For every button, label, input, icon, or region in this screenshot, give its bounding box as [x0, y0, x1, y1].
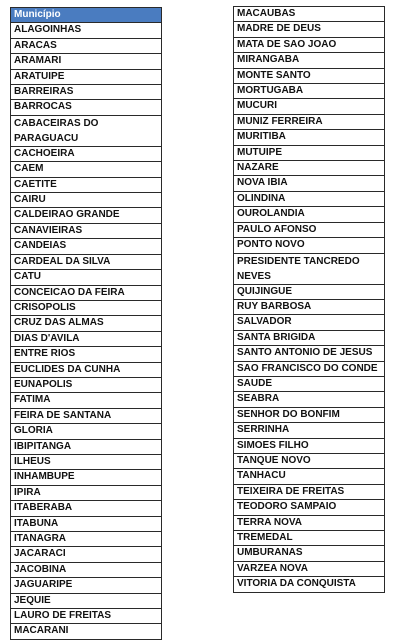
table-row	[234, 376, 385, 391]
municipality-cell: SANTO ANTONIO DE JESUS	[234, 346, 385, 361]
right-table-body	[234, 7, 385, 593]
municipality-cell: CANAVIEIRAS	[11, 223, 162, 238]
table-row	[234, 84, 385, 99]
table-row	[11, 38, 162, 53]
municipality-cell: SENHOR DO BONFIM	[234, 407, 385, 422]
municipality-cell: TREMEDAL	[234, 531, 385, 546]
municipality-cell: MUCURI	[234, 99, 385, 114]
municipality-cell: MADRE DE DEUS	[234, 22, 385, 37]
table-row	[11, 208, 162, 223]
municipality-cell: SAO FRANCISCO DO CONDE	[234, 361, 385, 376]
table-row	[11, 393, 162, 408]
table-row	[11, 562, 162, 577]
table-row	[234, 453, 385, 468]
table-row	[234, 37, 385, 52]
table-row	[11, 254, 162, 269]
municipality-cell: TEIXEIRA DE FREITAS	[234, 484, 385, 499]
municipality-cell: BARROCAS	[11, 100, 162, 115]
municipality-cell: OLINDINA	[234, 191, 385, 206]
table-row	[234, 207, 385, 222]
municipality-cell: SAUDE	[234, 376, 385, 391]
table-row	[11, 532, 162, 547]
municipality-cell: LAURO DE FREITAS	[11, 609, 162, 624]
municipality-cell: MORTUGABA	[234, 84, 385, 99]
municipality-cell: ITANAGRA	[11, 532, 162, 547]
table-row	[11, 424, 162, 439]
municipality-cell: ARACAS	[11, 38, 162, 53]
table-row	[11, 547, 162, 562]
municipality-cell: CACHOEIRA	[11, 146, 162, 161]
municipality-cell: BARREIRAS	[11, 85, 162, 100]
table-row	[234, 299, 385, 314]
municipality-cell: NAZARE	[234, 161, 385, 176]
municipality-cell: RUY BARBOSA	[234, 299, 385, 314]
table-row	[11, 23, 162, 38]
table-row	[234, 361, 385, 376]
table-row	[234, 68, 385, 83]
municipality-cell: NOVA IBIA	[234, 176, 385, 191]
table-row	[234, 561, 385, 576]
municipality-cell: PONTO NOVO	[234, 238, 385, 253]
municipality-cell: ENTRE RIOS	[11, 347, 162, 362]
municipality-cell: TANQUE NOVO	[234, 453, 385, 468]
table-row	[11, 316, 162, 331]
municipality-cell: IBIPITANGA	[11, 439, 162, 454]
municipality-cell: TEODORO SAMPAIO	[234, 500, 385, 515]
table-row	[234, 284, 385, 299]
table-row	[234, 438, 385, 453]
table-row	[234, 423, 385, 438]
municipality-table-right	[233, 6, 385, 593]
header-row	[11, 8, 162, 23]
table-row	[11, 85, 162, 100]
table-row	[11, 439, 162, 454]
municipality-cell: OUROLANDIA	[234, 207, 385, 222]
table-row	[11, 485, 162, 500]
table-row	[234, 330, 385, 345]
municipality-cell: SALVADOR	[234, 315, 385, 330]
table-row	[11, 239, 162, 254]
table-row	[234, 392, 385, 407]
municipality-cell: QUIJINGUE	[234, 284, 385, 299]
municipality-cell: MIRANGABA	[234, 53, 385, 68]
table-row	[11, 609, 162, 624]
municipality-cell: MONTE SANTO	[234, 68, 385, 83]
table-row	[234, 484, 385, 499]
table-row	[234, 346, 385, 361]
table-row	[11, 54, 162, 69]
municipality-cell: CALDEIRAO GRANDE	[11, 208, 162, 223]
municipality-cell: SIMOES FILHO	[234, 438, 385, 453]
municipality-cell: CABACEIRAS DO PARAGUACU	[11, 115, 162, 146]
table-row	[234, 99, 385, 114]
municipality-cell: VITORIA DA CONQUISTA	[234, 577, 385, 592]
table-row	[11, 193, 162, 208]
table-row	[234, 531, 385, 546]
table-row	[234, 238, 385, 253]
table-row	[11, 285, 162, 300]
table-row	[234, 515, 385, 530]
table-row	[11, 377, 162, 392]
municipality-cell: CATU	[11, 270, 162, 285]
municipality-cell: ARAMARI	[11, 54, 162, 69]
municipality-cell: SERRINHA	[234, 423, 385, 438]
table-row	[11, 578, 162, 593]
table-row	[234, 114, 385, 129]
municipality-cell: MACARANI	[11, 624, 162, 639]
municipality-cell: INHAMBUPE	[11, 470, 162, 485]
municipality-cell: ARATUIPE	[11, 69, 162, 84]
table-row	[234, 7, 385, 22]
municipality-cell: CAETITE	[11, 177, 162, 192]
table-row	[234, 253, 385, 284]
municipality-cell: MUNIZ FERREIRA	[234, 114, 385, 129]
table-row	[234, 546, 385, 561]
table-row	[234, 577, 385, 592]
table-row	[11, 362, 162, 377]
table-row	[11, 270, 162, 285]
municipality-cell: ITABUNA	[11, 516, 162, 531]
municipality-cell: JACARACI	[11, 547, 162, 562]
table-row	[234, 53, 385, 68]
table-row	[11, 331, 162, 346]
table-row	[11, 146, 162, 161]
left-table-body	[11, 23, 162, 639]
table-row	[11, 593, 162, 608]
municipality-cell: MURITIBA	[234, 130, 385, 145]
table-row	[234, 191, 385, 206]
municipality-cell: SEABRA	[234, 392, 385, 407]
municipality-cell: CARDEAL DA SILVA	[11, 254, 162, 269]
municipality-cell: EUCLIDES DA CUNHA	[11, 362, 162, 377]
municipality-cell: CAEM	[11, 162, 162, 177]
municipality-cell: PAULO AFONSO	[234, 222, 385, 237]
table-row	[234, 22, 385, 37]
municipality-cell: CANDEIAS	[11, 239, 162, 254]
municipality-cell: ITABERABA	[11, 501, 162, 516]
table-row	[11, 115, 162, 146]
table-row	[11, 300, 162, 315]
municipality-cell: UMBURANAS	[234, 546, 385, 561]
municipality-cell: DIAS D'AVILA	[11, 331, 162, 346]
municipality-cell: MACAUBAS	[234, 7, 385, 22]
municipality-cell: JAGUARIPE	[11, 578, 162, 593]
table-row	[11, 223, 162, 238]
municipality-cell: FEIRA DE SANTANA	[11, 408, 162, 423]
municipality-cell: ALAGOINHAS	[11, 23, 162, 38]
municipality-cell: GLORIA	[11, 424, 162, 439]
table-row	[11, 624, 162, 639]
table-row	[11, 408, 162, 423]
municipality-cell: JACOBINA	[11, 562, 162, 577]
table-row	[234, 130, 385, 145]
table-row	[11, 516, 162, 531]
municipality-cell: CRISOPOLIS	[11, 300, 162, 315]
municipality-table-left	[10, 7, 162, 640]
table-row	[234, 500, 385, 515]
municipality-cell: VARZEA NOVA	[234, 561, 385, 576]
table-row	[11, 177, 162, 192]
table-row	[11, 347, 162, 362]
municipality-cell: CRUZ DAS ALMAS	[11, 316, 162, 331]
municipality-cell: JEQUIE	[11, 593, 162, 608]
table-row	[11, 470, 162, 485]
table-row	[11, 69, 162, 84]
municipality-cell: FATIMA	[11, 393, 162, 408]
table-row	[234, 469, 385, 484]
table-row	[234, 176, 385, 191]
table-row	[11, 162, 162, 177]
table-row	[234, 315, 385, 330]
column-header-municipio: Município	[11, 8, 162, 23]
municipality-cell: MATA DE SAO JOAO	[234, 37, 385, 52]
municipality-cell: TERRA NOVA	[234, 515, 385, 530]
municipality-cell: IPIRA	[11, 485, 162, 500]
table-row	[234, 222, 385, 237]
table-row	[11, 100, 162, 115]
table-row	[234, 161, 385, 176]
table-row	[11, 501, 162, 516]
municipality-cell: SANTA BRIGIDA	[234, 330, 385, 345]
table-row	[234, 407, 385, 422]
municipality-cell: ILHEUS	[11, 454, 162, 469]
municipality-cell: EUNAPOLIS	[11, 377, 162, 392]
municipality-cell: PRESIDENTE TANCREDO NEVES	[234, 253, 385, 284]
table-row	[234, 145, 385, 160]
table-row	[11, 454, 162, 469]
municipality-cell: CONCEICAO DA FEIRA	[11, 285, 162, 300]
municipality-cell: CAIRU	[11, 193, 162, 208]
municipality-cell: TANHACU	[234, 469, 385, 484]
municipality-cell: MUTUIPE	[234, 145, 385, 160]
